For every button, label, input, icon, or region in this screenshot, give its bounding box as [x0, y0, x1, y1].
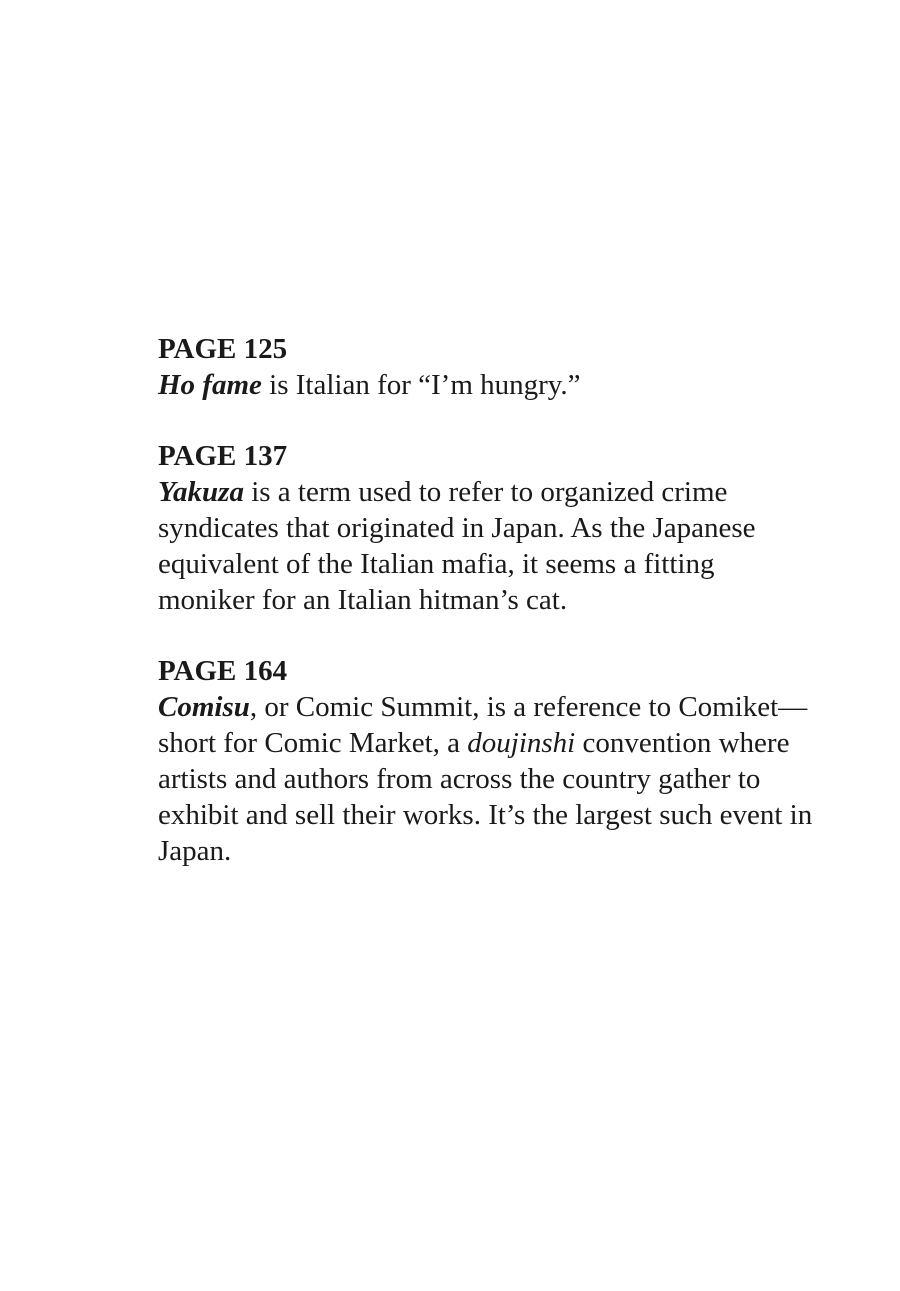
- note-body: [158, 689, 818, 869]
- note-text: convention where artists and authors from across the country gather to exhibit and sell their works. It’s the largest such event in Japan.: [158, 727, 813, 867]
- note-body: [158, 474, 818, 618]
- note-page-125: [158, 331, 818, 403]
- note-page-164: [158, 653, 818, 869]
- translation-notes: [158, 331, 818, 904]
- note-text: is a term used to refer to organized crime syndicates that originated in Japan. As the Japanese equivalent of the Italian mafia, it seems a fitting moniker for an Italian hitman’s cat.: [158, 476, 756, 616]
- note-page-137: [158, 438, 818, 618]
- note-term: Ho fame: [158, 369, 262, 401]
- note-italic-term: doujinshi: [467, 727, 576, 759]
- note-heading: PAGE 125: [158, 333, 288, 365]
- note-heading: PAGE 164: [158, 655, 288, 687]
- note-text: is Italian for “I’m hungry.”: [261, 369, 581, 401]
- note-body: [158, 367, 818, 403]
- note-term: Comisu: [158, 691, 250, 723]
- note-term: Yakuza: [158, 476, 244, 508]
- note-heading: PAGE 137: [158, 440, 288, 472]
- note-text: , or Comic Summit, is a reference to Comiket—short for Comic Market, a: [158, 691, 808, 759]
